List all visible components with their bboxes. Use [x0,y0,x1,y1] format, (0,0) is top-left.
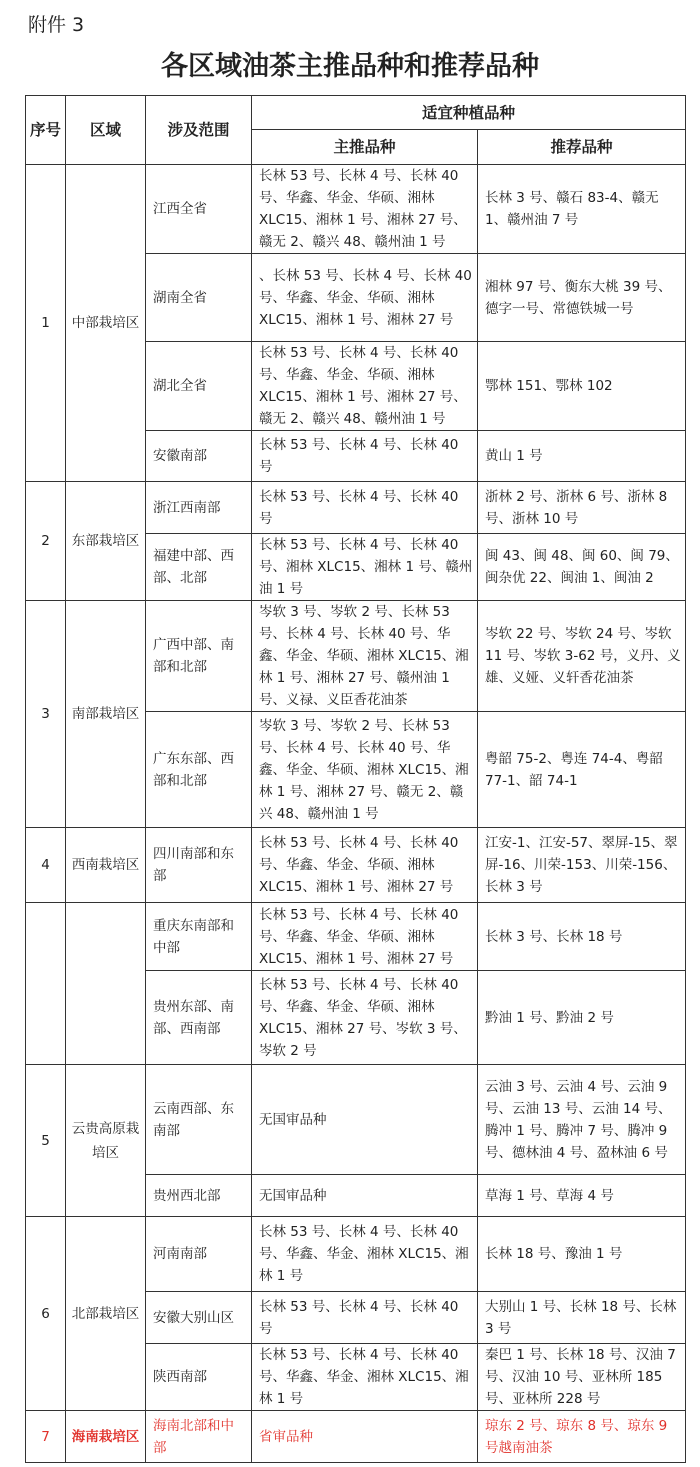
recommended-variety-cell: 黄山 1 号 [478,431,686,482]
scope-cell: 湖南全省 [146,254,252,342]
recommended-variety-cell: 琼东 2 号、琼东 8 号、琼东 9 号越南油茶 [478,1411,686,1463]
region-name: 西南栽培区 [66,828,146,903]
recommended-variety-cell: 湘林 97 号、衡东大桃 39 号、德字一号、常德铁城一号 [478,254,686,342]
recommended-variety-cell: 长林 3 号、长林 18 号 [478,903,686,971]
main-variety-cell: 长林 53 号、长林 4 号、长林 40 号、华鑫、华金、华硕、湘林 XLC15、湘林 27 号、岑软 3 号、岑软 2 号 [252,971,478,1065]
scope-cell: 安徽南部 [146,431,252,482]
main-variety-cell: 无国审品种 [252,1175,478,1217]
region-name: 云贵高原栽培区 [66,1065,146,1217]
scope-cell: 贵州东部、南部、西南部 [146,971,252,1065]
row-number: 6 [26,1217,66,1411]
main-variety-cell: 省审品种 [252,1411,478,1463]
recommended-variety-cell: 云油 3 号、云油 4 号、云油 9 号、云油 13 号、云油 14 号、腾冲 1 号、腾冲 7 号、腾冲 9 号、德林油 4 号、盈林油 6 号 [478,1065,686,1175]
table-row [26,1065,686,1175]
main-variety-cell: 、长林 53 号、长林 4 号、长林 40 号、华鑫、华金、华硕、湘林 XLC15、湘林 1 号、湘林 27 号 [252,254,478,342]
recommended-variety-cell: 粤韶 75-2、粤连 74-4、粤韶 77-1、韶 74-1 [478,712,686,828]
main-variety-cell: 岑软 3 号、岑软 2 号、长林 53 号、长林 4 号、长林 40 号、华鑫、华金、华硕、湘林 XLC15、湘林 1 号、湘林 27 号、赣州油 1 号、义禄、义臣香花油茶 [252,601,478,712]
table-row [26,828,686,903]
main-variety-cell: 长林 53 号、长林 4 号、长林 40 号、华鑫、华金、华硕、湘林 XLC15、湘林 1 号、湘林 27 号、赣无 2、赣兴 48、赣州油 1 号 [252,342,478,431]
table-row [26,482,686,534]
scope-cell: 海南北部和中部 [146,1411,252,1463]
row-number: 2 [26,482,66,601]
scope-cell: 浙江西南部 [146,482,252,534]
main-variety-cell: 长林 53 号、长林 4 号、长林 40 号、华鑫、华金、华硕、湘林 XLC15、湘林 1 号、湘林 27 号 [252,903,478,971]
recommended-variety-cell: 鄂林 151、鄂林 102 [478,342,686,431]
recommended-variety-cell: 长林 3 号、赣石 83-4、赣无 1、赣州油 7 号 [478,165,686,254]
recommended-variety-cell: 岑软 22 号、岑软 24 号、岑软 11 号、岑软 3-62 号，义丹、义雄、义娅、义轩香花油茶 [478,601,686,712]
region-name: 中部栽培区 [66,165,146,482]
scope-cell: 河南南部 [146,1217,252,1292]
scope-cell: 广东东部、西部和北部 [146,712,252,828]
scope-cell: 湖北全省 [146,342,252,431]
row-number: 1 [26,165,66,482]
page-title: 各区域油茶主推品种和推荐品种 [161,51,539,82]
table-row [26,1217,686,1292]
main-variety-cell: 无国审品种 [252,1065,478,1175]
scope-cell: 福建中部、西部、北部 [146,534,252,601]
recommended-variety-cell: 草海 1 号、草海 4 号 [478,1175,686,1217]
header-suitable-varieties: 适宜种植品种 [252,96,686,130]
table-row [26,601,686,712]
recommended-variety-cell: 闽 43、闽 48、闽 60、闽 79、闽杂优 22、闽油 1、闽油 2 [478,534,686,601]
row-number: 5 [26,1065,66,1217]
scope-cell: 重庆东南部和中部 [146,903,252,971]
scope-cell: 广西中部、南部和北部 [146,601,252,712]
main-variety-cell: 长林 53 号、长林 4 号、长林 40 号、华鑫、华金、湘林 XLC15、湘林 1 号 [252,1217,478,1292]
row-number: 7 [26,1411,66,1463]
row-number: 4 [26,828,66,903]
header-region: 区域 [66,96,146,165]
header-recommended-variety: 推荐品种 [478,130,686,165]
table-row-highlighted [26,1411,686,1463]
scope-cell: 四川南部和东部 [146,828,252,903]
recommended-variety-cell: 黔油 1 号、黔油 2 号 [478,971,686,1065]
recommended-variety-cell: 秦巴 1 号、长林 18 号、汉油 7 号、汉油 10 号、亚林所 185 号、亚林所 228 号 [478,1344,686,1411]
scope-cell: 贵州西北部 [146,1175,252,1217]
recommended-variety-cell: 江安-1、江安-57、翠屏-15、翠屏-16、川荣-153、川荣-156、长林 3 号 [478,828,686,903]
main-variety-cell: 长林 53 号、长林 4 号、长林 40 号、华鑫、华金、华硕、湘林 XLC15、湘林 1 号、湘林 27 号 [252,828,478,903]
recommended-variety-cell: 长林 18 号、豫油 1 号 [478,1217,686,1292]
region-name: 南部栽培区 [66,601,146,828]
main-variety-cell: 岑软 3 号、岑软 2 号、长林 53 号、长林 4 号、长林 40 号、华鑫、华金、华硕、湘林 XLC15、湘林 1 号、湘林 27 号、赣无 2、赣兴 48、赣州油 1 号 [252,712,478,828]
header-no: 序号 [26,96,66,165]
recommended-variety-cell: 浙林 2 号、浙林 6 号、浙林 8 号、浙林 10 号 [478,482,686,534]
variety-table [25,95,686,1463]
main-variety-cell: 长林 53 号、长林 4 号、长林 40 号、湘林 XLC15、湘林 1 号、赣州油 1 号 [252,534,478,601]
scope-cell: 陕西南部 [146,1344,252,1411]
table-row [26,165,686,254]
recommended-variety-cell: 大别山 1 号、长林 18 号、长林 3 号 [478,1292,686,1344]
main-variety-cell: 长林 53 号、长林 4 号、长林 40 号、华鑫、华金、华硕、湘林 XLC15、湘林 1 号、湘林 27 号、赣无 2、赣兴 48、赣州油 1 号 [252,165,478,254]
table-row [26,903,686,971]
scope-cell: 安徽大别山区 [146,1292,252,1344]
attachment-label: 附件 3 [28,14,85,36]
region-name: 北部栽培区 [66,1217,146,1411]
main-variety-cell: 长林 53 号、长林 4 号、长林 40 号、华鑫、华金、湘林 XLC15、湘林 1 号 [252,1344,478,1411]
row-number: 3 [26,601,66,828]
main-variety-cell: 长林 53 号、长林 4 号、长林 40 号 [252,482,478,534]
row-number [26,903,66,1065]
header-scope: 涉及范围 [146,96,252,165]
region-name [66,903,146,1065]
scope-cell: 江西全省 [146,165,252,254]
region-name: 东部栽培区 [66,482,146,601]
scope-cell: 云南西部、东南部 [146,1065,252,1175]
main-variety-cell: 长林 53 号、长林 4 号、长林 40 号 [252,1292,478,1344]
main-variety-cell: 长林 53 号、长林 4 号、长林 40 号 [252,431,478,482]
region-name: 海南栽培区 [66,1411,146,1463]
header-main-variety: 主推品种 [252,130,478,165]
